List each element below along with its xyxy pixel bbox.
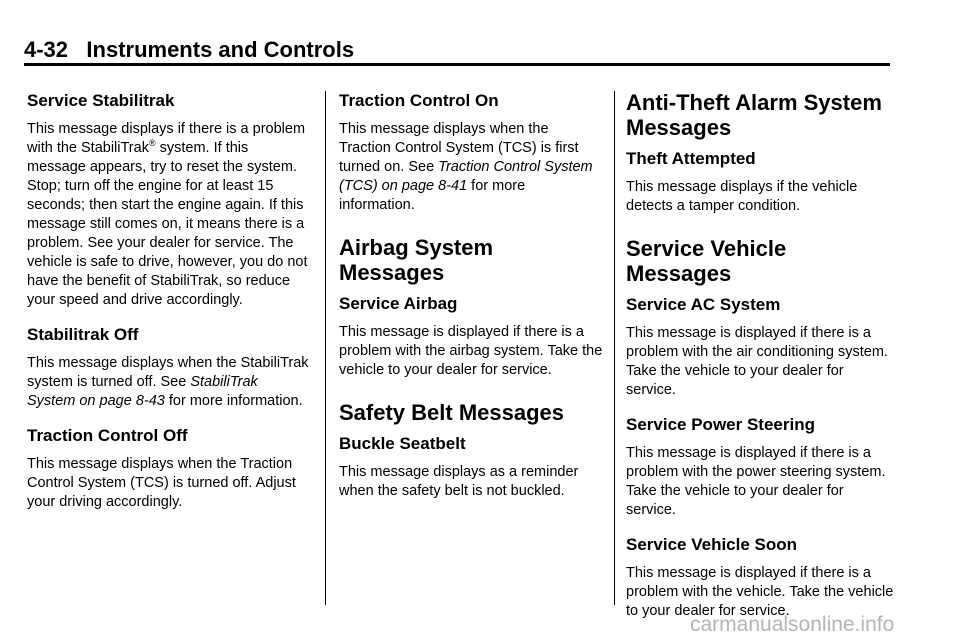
paragraph-service-vehicle-soon: This message is displayed if there is a problem with the vehicle. Take the vehicle to your dealer for service. (626, 565, 894, 619)
text: for more information. (164, 393, 303, 409)
paragraph-service-power-steering: This message is displayed if there is a problem with the power steering system. Take the vehicle to your dealer for service. (626, 445, 886, 518)
paragraph-buckle-seatbelt: This message displays as a reminder when the safety belt is not buckled. (339, 464, 579, 499)
heading-stabilitrak-off: Stabilitrak Off (27, 325, 139, 344)
column-divider-2 (614, 91, 615, 605)
paragraph-service-airbag: This message is displayed if there is a problem with the airbag system. Take the vehicle to your dealer for service. (339, 324, 603, 378)
heading-theft-attempted: Theft Attempted (626, 149, 756, 168)
text: for more information. (339, 178, 526, 213)
paragraph-stabilitrak-off (27, 354, 309, 411)
cross-reference-link[interactable]: StabiliTrak System on page 8‑43 (27, 374, 258, 409)
paragraph-traction-control-on (339, 120, 603, 215)
page-number: 4-32 (24, 37, 69, 62)
heading-buckle-seatbelt: Buckle Seatbelt (339, 434, 466, 453)
paragraph-theft-attempted: This message displays if the vehicle detects a tamper condition. (626, 179, 858, 214)
registered-mark: ® (148, 138, 156, 148)
paragraph-service-stabilitrak (27, 120, 309, 310)
page-header (24, 36, 888, 64)
heading-service-ac-system: Service AC System (626, 295, 781, 314)
section-title: Instruments and Controls (86, 37, 355, 62)
heading-service-stabilitrak: Service Stabilitrak (27, 91, 175, 110)
heading-service-airbag: Service Airbag (339, 294, 458, 313)
text: This message displays if there is a problem with the StabiliTrak (27, 121, 306, 156)
header-rule (24, 63, 890, 66)
cross-reference-link[interactable]: Traction Control System (TCS) on page 8‑41 (339, 159, 593, 194)
column-1 (27, 90, 309, 526)
column-3 (626, 90, 896, 635)
watermark-text: carmanualsonline.info (690, 613, 895, 636)
heading-traction-control-on: Traction Control On (339, 91, 499, 110)
heading-airbag-system-messages: Airbag System Messages (339, 235, 494, 285)
heading-traction-control-off: Traction Control Off (27, 426, 188, 445)
paragraph-service-ac-system: This message is displayed if there is a problem with the air conditioning system. Take the vehicle to your dealer for service. (626, 325, 888, 398)
column-divider-1 (325, 91, 326, 605)
heading-service-vehicle-messages: Service Vehicle Messages (626, 236, 787, 286)
heading-anti-theft-alarm-messages: Anti-Theft Alarm System Messages (626, 90, 882, 140)
column-2 (339, 90, 603, 515)
text: This message displays when the Traction Control System (TCS) is first turned on. See (339, 121, 579, 175)
text: system. If this message appears, try to reset the system. Stop; turn off the engine for at least 15 seconds; then start the engine again. If this message still comes on, it means there is a problem. See your dealer for service. The vehicle is safe to drive, however, you do not have the benefit of StabiliTrak, so reduce your speed and drive accordingly. (27, 140, 308, 308)
text: This message displays when the StabiliTrak system is turned off. See (27, 355, 309, 390)
heading-service-vehicle-soon: Service Vehicle Soon (626, 535, 798, 554)
paragraph-traction-control-off: This message displays when the Traction Control System (TCS) is turned off. Adjust your driving accordingly. (27, 456, 296, 510)
heading-service-power-steering: Service Power Steering (626, 415, 815, 434)
heading-safety-belt-messages: Safety Belt Messages (339, 400, 564, 425)
